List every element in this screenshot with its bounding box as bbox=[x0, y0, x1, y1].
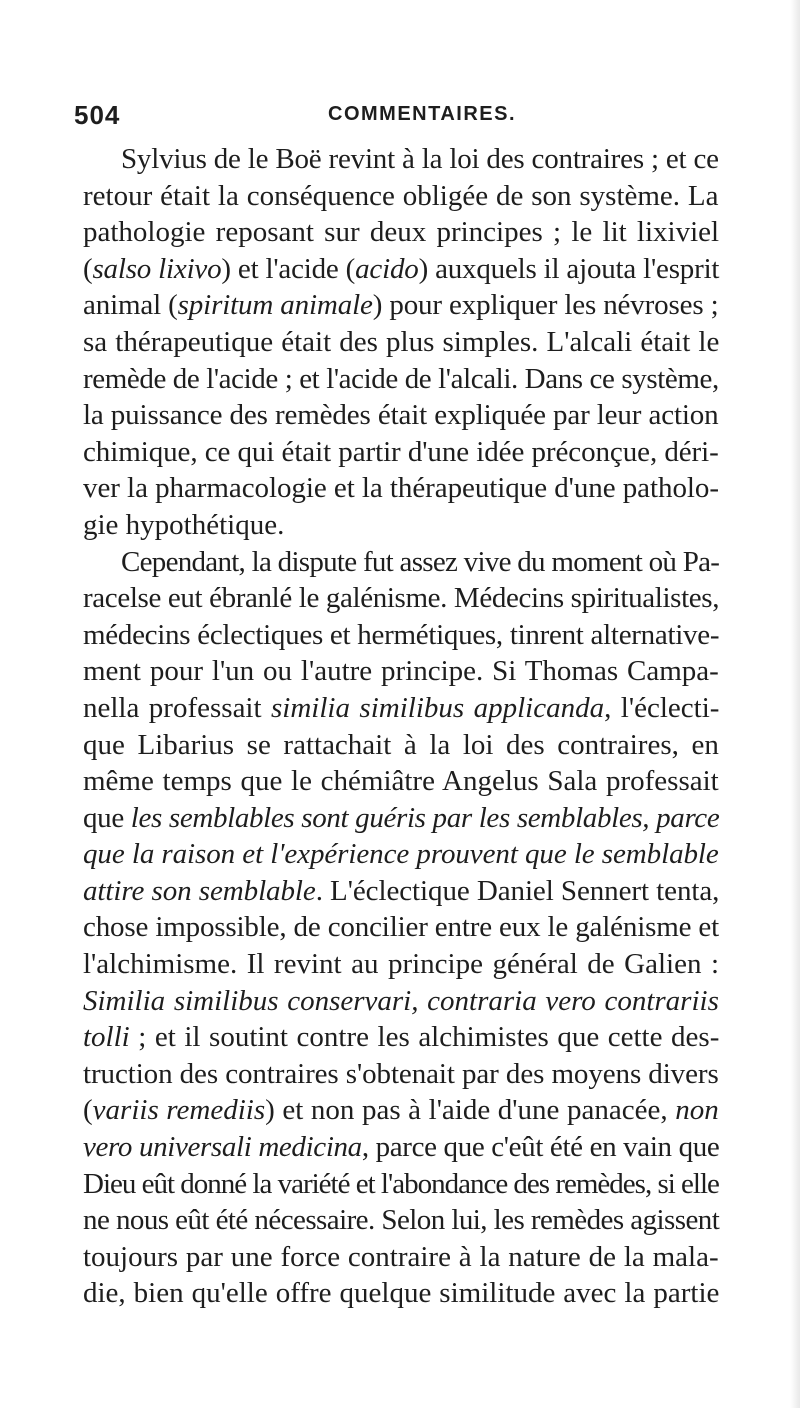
text-line bbox=[83, 873, 719, 910]
text-segment: , parce que c'eût été en vain que bbox=[361, 1131, 720, 1164]
text-line bbox=[83, 1019, 719, 1056]
text-line bbox=[83, 909, 719, 946]
text-segment: sa thérapeutique était des plus simples. L'alcali était le bbox=[83, 325, 720, 358]
text-segment: ( bbox=[83, 1094, 93, 1127]
italic-segment: salso lixivo bbox=[92, 252, 222, 285]
italic-segment: Similia similibus conservari, contraria vero contrariis bbox=[83, 984, 719, 1017]
text-line bbox=[83, 946, 719, 983]
text-line bbox=[83, 653, 719, 690]
text-segment: que bbox=[83, 801, 131, 834]
text-line bbox=[83, 763, 719, 800]
text-segment: la puissance des remèdes était expliquée par leur action bbox=[83, 399, 719, 432]
text-segment: ) pour expliquer les névroses ; bbox=[372, 289, 719, 322]
page-number: 504 bbox=[74, 100, 121, 130]
text-line bbox=[83, 1092, 719, 1129]
text-line bbox=[83, 690, 719, 727]
text-segment: toujours par une force contraire à la nature de la mala- bbox=[83, 1240, 719, 1273]
text-segment: ( bbox=[83, 252, 93, 285]
text-line bbox=[83, 214, 719, 251]
text-line bbox=[83, 1166, 719, 1203]
text-segment: , l'éclecti- bbox=[604, 691, 720, 724]
text-line bbox=[83, 470, 719, 507]
text-segment: ) et l'acide ( bbox=[221, 252, 356, 285]
italic-segment: que la raison et l'expérience prouvent que le semblable bbox=[83, 838, 719, 871]
italic-segment: non bbox=[675, 1094, 719, 1127]
text-segment: Dieu eût donné la variété et l'abondance des remèdes, si elle bbox=[83, 1167, 719, 1200]
text-segment: racelse eut ébranlé le galénisme. Médecins spiritualistes, bbox=[83, 582, 720, 615]
text-line bbox=[83, 1275, 719, 1312]
text-segment: ) et non pas à l'aide d'une panacée, bbox=[265, 1094, 676, 1127]
text-segment: remède de l'acide ; et l'acide de l'alcali. Dans ce système, bbox=[83, 362, 719, 395]
text-line bbox=[83, 141, 719, 178]
text-line bbox=[83, 1129, 719, 1166]
text-segment: . L'éclectique Daniel Sennert tenta, bbox=[315, 874, 720, 907]
text-segment: ver la pharmacologie et la thérapeutique d'une patholo- bbox=[83, 472, 719, 505]
text-segment: retour était la conséquence obligée de son système. La bbox=[83, 179, 719, 212]
text-segment: ; et il soutint contre les alchimistes que cette des- bbox=[129, 1021, 720, 1054]
text-line bbox=[83, 983, 719, 1020]
text-segment: nella professait bbox=[83, 691, 272, 724]
italic-segment: acido bbox=[355, 252, 419, 285]
text-segment: gie hypothétique. bbox=[83, 508, 285, 541]
text-line bbox=[83, 580, 719, 617]
italic-segment: les semblables sont guéris par les semblables, parce bbox=[130, 801, 720, 834]
text-segment: pathologie reposant sur deux principes ; le lit lixiviel bbox=[83, 216, 720, 249]
text-segment: Cependant, la dispute fut assez vive du moment où Pa- bbox=[121, 545, 720, 578]
text-segment: die, bien qu'elle offre quelque similitude avec la partie bbox=[83, 1277, 720, 1310]
text-segment: ) auxquels il ajouta l'esprit bbox=[418, 252, 720, 285]
body-text bbox=[83, 141, 719, 1312]
text-line bbox=[83, 727, 719, 764]
text-segment: ne nous eût été nécessaire. Selon lui, les remèdes agissent bbox=[83, 1204, 720, 1237]
text-line bbox=[83, 617, 719, 654]
text-line bbox=[83, 287, 719, 324]
text-line bbox=[83, 434, 719, 471]
text-segment: médecins éclectiques et hermétiques, tinrent alternative- bbox=[83, 618, 720, 651]
text-segment: Sylvius de le Boë revint à la loi des contraires ; et ce bbox=[121, 143, 719, 175]
italic-segment: spiritum animale bbox=[177, 289, 373, 322]
text-line bbox=[83, 251, 719, 288]
text-line bbox=[83, 361, 719, 398]
text-line bbox=[83, 507, 719, 544]
page-header bbox=[74, 100, 714, 140]
page-edge bbox=[790, 0, 800, 1408]
text-line bbox=[83, 836, 719, 873]
italic-segment: variis remediis bbox=[92, 1094, 266, 1127]
italic-segment: similia similibus applicanda bbox=[271, 691, 605, 724]
italic-segment: vero universali medicina bbox=[83, 1131, 362, 1164]
text-line bbox=[83, 397, 719, 434]
text-line bbox=[83, 324, 719, 361]
text-line bbox=[83, 178, 719, 215]
text-line bbox=[83, 800, 719, 837]
text-line bbox=[83, 1239, 719, 1276]
text-segment: animal ( bbox=[83, 289, 178, 322]
text-line bbox=[83, 1202, 719, 1239]
italic-segment: tolli bbox=[83, 1021, 130, 1054]
text-line bbox=[83, 544, 719, 581]
text-segment: truction des contraires s'obtenait par des moyens divers bbox=[83, 1057, 719, 1090]
text-segment: ment pour l'un ou l'autre principe. Si Thomas Campa- bbox=[83, 655, 719, 688]
text-line bbox=[83, 1056, 719, 1093]
text-segment: chose impossible, de concilier entre eux le galénisme et bbox=[83, 911, 720, 944]
text-segment: l'alchimisme. Il revint au principe général de Galien : bbox=[83, 948, 720, 981]
text-segment: que Libarius se rattachait à la loi des contraires, en bbox=[83, 728, 719, 761]
text-segment: chimique, ce qui était partir d'une idée préconçue, déri- bbox=[83, 435, 719, 468]
italic-segment: attire son semblable bbox=[83, 874, 316, 907]
text-segment: même temps que le chémiâtre Angelus Sala professait bbox=[83, 765, 719, 798]
running-head: COMMENTAIRES. bbox=[328, 103, 517, 125]
